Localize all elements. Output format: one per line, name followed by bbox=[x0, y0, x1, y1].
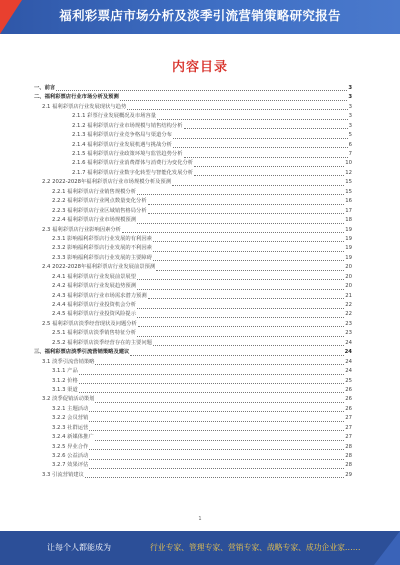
toc-leader-dots bbox=[95, 402, 344, 403]
toc-leader-dots bbox=[137, 279, 344, 280]
toc-leader-dots bbox=[89, 468, 344, 469]
toc-entry-page: 26 bbox=[345, 386, 352, 393]
page-number: 1 bbox=[198, 516, 202, 522]
toc-entry[interactable] bbox=[34, 311, 352, 320]
toc-entry-page: 15 bbox=[345, 179, 352, 186]
toc-entry-page: 22 bbox=[345, 311, 352, 318]
toc-entry-page: 3 bbox=[348, 113, 352, 120]
toc-entry[interactable] bbox=[34, 367, 352, 376]
toc-entry-page: 19 bbox=[345, 254, 352, 261]
toc-entry-page: 27 bbox=[345, 415, 352, 422]
toc-entry-title: 2.3.3 影响福利彩票店行业发展的主要障碍 bbox=[52, 254, 152, 261]
toc-entry-title: 2.2 2022-2028年福利彩票店行业市场规模分析及预测 bbox=[42, 179, 172, 186]
toc-leader-dots bbox=[56, 90, 347, 91]
toc-entry-title: 2.1.1 彩票行业发展概况及市场容量 bbox=[72, 113, 157, 120]
toc-entry-title: 2.4.1 福利彩票店行业发展前景展望 bbox=[52, 273, 137, 280]
toc-leader-dots bbox=[79, 374, 344, 375]
toc-entry[interactable] bbox=[34, 226, 352, 235]
toc-entry[interactable] bbox=[34, 188, 352, 197]
toc-entry-title: 2.2.3 福利彩票店行业区域销售格局分析 bbox=[52, 207, 147, 214]
toc-entry[interactable] bbox=[34, 405, 352, 414]
toc-entry[interactable] bbox=[34, 424, 352, 433]
toc-entry-title: 2.2.4 福利彩票店行业市场规模预测 bbox=[52, 217, 137, 224]
toc-entry-page: 5 bbox=[348, 132, 352, 139]
toc-entry-title: 3.3 引流营销建议 bbox=[42, 471, 84, 478]
toc-entry[interactable] bbox=[34, 348, 352, 357]
toc-leader-dots bbox=[95, 364, 344, 365]
toc-entry-title: 2.4.5 福利彩票店行业投资风险提示 bbox=[52, 311, 137, 318]
toc-entry-title: 2.3 福利彩票店行业影响因素分析 bbox=[42, 226, 121, 233]
toc-entry-page: 28 bbox=[345, 462, 352, 469]
toc-entry-title: 2.1.3 福利彩票店行业竞争格局与渠道分布 bbox=[72, 132, 172, 139]
toc-entry-page: 10 bbox=[345, 160, 352, 167]
toc-heading: 内容目录 bbox=[171, 60, 228, 75]
toc-entry-title: 3.2.1 主题活动 bbox=[52, 405, 89, 412]
toc-entry[interactable] bbox=[34, 84, 352, 93]
toc-entry[interactable] bbox=[34, 462, 352, 471]
toc-entry[interactable] bbox=[34, 339, 352, 348]
table-of-contents bbox=[34, 84, 352, 480]
toc-leader-dots bbox=[122, 232, 344, 233]
toc-leader-dots bbox=[138, 326, 344, 327]
footer-slogan: 让每个人都能成为 bbox=[47, 543, 111, 552]
toc-entry[interactable] bbox=[34, 244, 352, 253]
toc-entry-title: 2.4.4 福利彩票店行业投资机会分析 bbox=[52, 302, 137, 309]
toc-entry-page: 12 bbox=[345, 169, 352, 176]
toc-entry[interactable] bbox=[34, 93, 352, 102]
toc-entry-title: 2.2.1 福利彩票店行业销售规模分析 bbox=[52, 188, 137, 195]
toc-entry[interactable] bbox=[34, 103, 352, 112]
toc-entry-page: 24 bbox=[344, 349, 352, 356]
toc-leader-dots bbox=[184, 157, 348, 158]
toc-entry[interactable] bbox=[34, 443, 352, 452]
toc-entry-page: 3 bbox=[348, 84, 352, 91]
toc-entry-title: 3.1 淡季引流营销策略 bbox=[42, 358, 95, 365]
toc-entry-page: 19 bbox=[345, 235, 352, 242]
toc-entry-title: 2.4.2 福利彩票店行业发展趋势预测 bbox=[52, 283, 137, 290]
toc-entry-title: 3.2.4 新媒体推广 bbox=[52, 434, 94, 441]
toc-entry-title: 一、前言 bbox=[34, 84, 56, 91]
toc-entry-page: 20 bbox=[345, 283, 352, 290]
toc-entry-page: 27 bbox=[345, 434, 352, 441]
toc-entry[interactable] bbox=[34, 301, 352, 310]
toc-entry[interactable] bbox=[34, 112, 352, 121]
toc-leader-dots bbox=[194, 175, 344, 176]
toc-entry-title: 2.3.2 影响福利彩票店行业发展的不利因素 bbox=[52, 245, 152, 252]
toc-entry-page: 23 bbox=[345, 330, 352, 337]
toc-entry[interactable] bbox=[34, 207, 352, 216]
toc-entry-page: 24 bbox=[345, 358, 352, 365]
toc-entry[interactable] bbox=[34, 320, 352, 329]
toc-leader-dots bbox=[85, 477, 344, 478]
toc-leader-dots bbox=[148, 298, 345, 299]
toc-entry[interactable] bbox=[34, 169, 352, 178]
toc-entry-page: 29 bbox=[345, 471, 352, 478]
toc-leader-dots bbox=[89, 421, 344, 422]
toc-entry[interactable] bbox=[34, 386, 352, 395]
toc-entry-page: 21 bbox=[345, 292, 352, 299]
toc-leader-dots bbox=[173, 138, 348, 139]
toc-entry[interactable] bbox=[34, 395, 352, 404]
toc-entry[interactable] bbox=[34, 377, 352, 386]
toc-entry-page: 25 bbox=[345, 377, 352, 384]
toc-entry-title: 2.5.2 福利彩票店淡季经营存在的主要问题 bbox=[52, 339, 152, 346]
toc-leader-dots bbox=[130, 355, 343, 356]
toc-entry[interactable] bbox=[34, 150, 352, 159]
toc-leader-dots bbox=[148, 204, 345, 205]
toc-entry[interactable] bbox=[34, 216, 352, 225]
toc-entry-title: 3.2.2 会员营销 bbox=[52, 415, 89, 422]
toc-entry[interactable] bbox=[34, 273, 352, 282]
toc-entry-title: 2.5 福利彩票店淡季经营现状及问题分析 bbox=[42, 320, 137, 327]
toc-entry[interactable] bbox=[34, 122, 352, 131]
toc-entry-title: 3.1.2 价格 bbox=[52, 377, 78, 384]
toc-entry[interactable] bbox=[34, 131, 352, 140]
toc-leader-dots bbox=[153, 260, 344, 261]
toc-entry-page: 24 bbox=[345, 339, 352, 346]
toc-entry-title: 3.2.5 异业合作 bbox=[52, 443, 89, 450]
toc-leader-dots bbox=[137, 194, 344, 195]
toc-entry-title: 3.1.3 渠道 bbox=[52, 386, 78, 393]
toc-entry-page: 22 bbox=[345, 302, 352, 309]
toc-entry-page: 20 bbox=[345, 273, 352, 280]
toc-leader-dots bbox=[153, 251, 344, 252]
toc-leader-dots bbox=[172, 185, 344, 186]
toc-leader-dots bbox=[137, 317, 344, 318]
toc-leader-dots bbox=[95, 440, 345, 441]
toc-leader-dots bbox=[194, 166, 344, 167]
toc-leader-dots bbox=[127, 109, 347, 110]
toc-entry[interactable] bbox=[34, 254, 352, 263]
toc-leader-dots bbox=[156, 270, 344, 271]
toc-leader-dots bbox=[157, 119, 348, 120]
toc-entry-page: 6 bbox=[348, 141, 352, 148]
toc-entry-page: 27 bbox=[345, 424, 352, 431]
toc-leader-dots bbox=[79, 392, 344, 393]
toc-entry[interactable] bbox=[34, 414, 352, 423]
toc-leader-dots bbox=[153, 241, 344, 242]
toc-entry-title: 2.1.2 福利彩票店行业市场规模与销售结构分析 bbox=[72, 122, 183, 129]
toc-leader-dots bbox=[79, 383, 344, 384]
toc-entry-page: 24 bbox=[345, 368, 352, 375]
toc-entry-page: 18 bbox=[345, 217, 352, 224]
report-title: 福利彩票店市场分析及淡季引流营销策略研究报告 bbox=[59, 8, 341, 23]
toc-entry-title: 3.2.6 公益活动 bbox=[52, 453, 89, 460]
toc-leader-dots bbox=[89, 449, 344, 450]
toc-entry[interactable] bbox=[34, 358, 352, 367]
toc-leader-dots bbox=[184, 128, 348, 129]
toc-entry-page: 17 bbox=[345, 207, 352, 214]
toc-entry-title: 2.1.5 福利彩票店行业政策环境与监管趋势分析 bbox=[72, 151, 183, 158]
toc-entry-title: 2.1.6 福利彩票店行业消费群体与消费行为变化分析 bbox=[72, 160, 194, 167]
toc-leader-dots bbox=[137, 308, 344, 309]
toc-entry-page: 15 bbox=[345, 188, 352, 195]
toc-leader-dots bbox=[137, 289, 344, 290]
footer-tagline: 行业专家、管理专家、营销专家、战略专家、成功企业家…… bbox=[150, 543, 361, 552]
toc-entry-title: 2.1.4 福利彩票店行业发展机遇与挑战分析 bbox=[72, 141, 172, 148]
toc-entry-title: 3.2 淡季促销活动策划 bbox=[42, 396, 95, 403]
toc-leader-dots bbox=[137, 336, 344, 337]
toc-entry[interactable] bbox=[34, 235, 352, 244]
toc-entry-page: 23 bbox=[345, 320, 352, 327]
footer-accent bbox=[374, 531, 400, 565]
toc-entry[interactable] bbox=[34, 471, 352, 480]
toc-leader-dots bbox=[89, 430, 344, 431]
toc-leader-dots bbox=[148, 213, 345, 214]
toc-entry-title: 二、福利彩票店行业市场分析及预测 bbox=[34, 94, 119, 101]
toc-entry-page: 7 bbox=[348, 151, 352, 158]
toc-entry-page: 26 bbox=[345, 405, 352, 412]
toc-entry-page: 3 bbox=[348, 103, 352, 110]
toc-entry-title: 2.4 2022-2028年福利彩票店行业发展前景预测 bbox=[42, 264, 156, 271]
toc-entry[interactable] bbox=[34, 433, 352, 442]
toc-entry-title: 2.1 福利彩票店行业发展现状与趋势 bbox=[42, 103, 127, 110]
toc-entry-title: 2.3.1 影响福利彩票店行业发展的有利因素 bbox=[52, 235, 152, 242]
toc-entry-title: 2.2.2 福利彩票店行业网点数量变化分析 bbox=[52, 198, 147, 205]
toc-leader-dots bbox=[173, 147, 348, 148]
toc-entry[interactable] bbox=[34, 141, 352, 150]
toc-entry-page: 16 bbox=[345, 198, 352, 205]
toc-entry-title: 2.1.7 福利彩票店行业数字化转型与智能化发展分析 bbox=[72, 169, 194, 176]
toc-entry-title: 2.5.1 福利彩票店淡季销售特征分析 bbox=[52, 330, 137, 337]
toc-entry-page: 3 bbox=[348, 122, 352, 129]
toc-entry-title: 3.2.3 社群运营 bbox=[52, 424, 89, 431]
toc-entry-page: 19 bbox=[345, 245, 352, 252]
toc-entry-title: 三、福利彩票店淡季引流营销策略及建议 bbox=[34, 349, 130, 356]
toc-entry-title: 3.1.1 产品 bbox=[52, 368, 78, 375]
toc-entry-page: 3 bbox=[348, 94, 352, 101]
toc-leader-dots bbox=[153, 345, 344, 346]
toc-entry[interactable] bbox=[34, 282, 352, 291]
toc-leader-dots bbox=[120, 100, 348, 101]
toc-entry-page: 20 bbox=[345, 264, 352, 271]
toc-entry[interactable] bbox=[34, 197, 352, 206]
toc-entry[interactable] bbox=[34, 452, 352, 461]
toc-entry[interactable] bbox=[34, 292, 352, 301]
toc-entry[interactable] bbox=[34, 160, 352, 169]
toc-entry[interactable] bbox=[34, 263, 352, 272]
toc-entry-page: 26 bbox=[345, 396, 352, 403]
toc-leader-dots bbox=[137, 223, 344, 224]
toc-entry[interactable] bbox=[34, 329, 352, 338]
toc-entry-title: 3.2.7 效果评估 bbox=[52, 462, 89, 469]
toc-entry-page: 28 bbox=[345, 443, 352, 450]
toc-entry-page: 28 bbox=[345, 453, 352, 460]
toc-entry-title: 2.4.3 福利彩票店行业市场需求潜力预测 bbox=[52, 292, 147, 299]
toc-leader-dots bbox=[89, 411, 344, 412]
toc-leader-dots bbox=[89, 459, 344, 460]
toc-entry-page: 19 bbox=[345, 226, 352, 233]
toc-entry[interactable] bbox=[34, 178, 352, 187]
